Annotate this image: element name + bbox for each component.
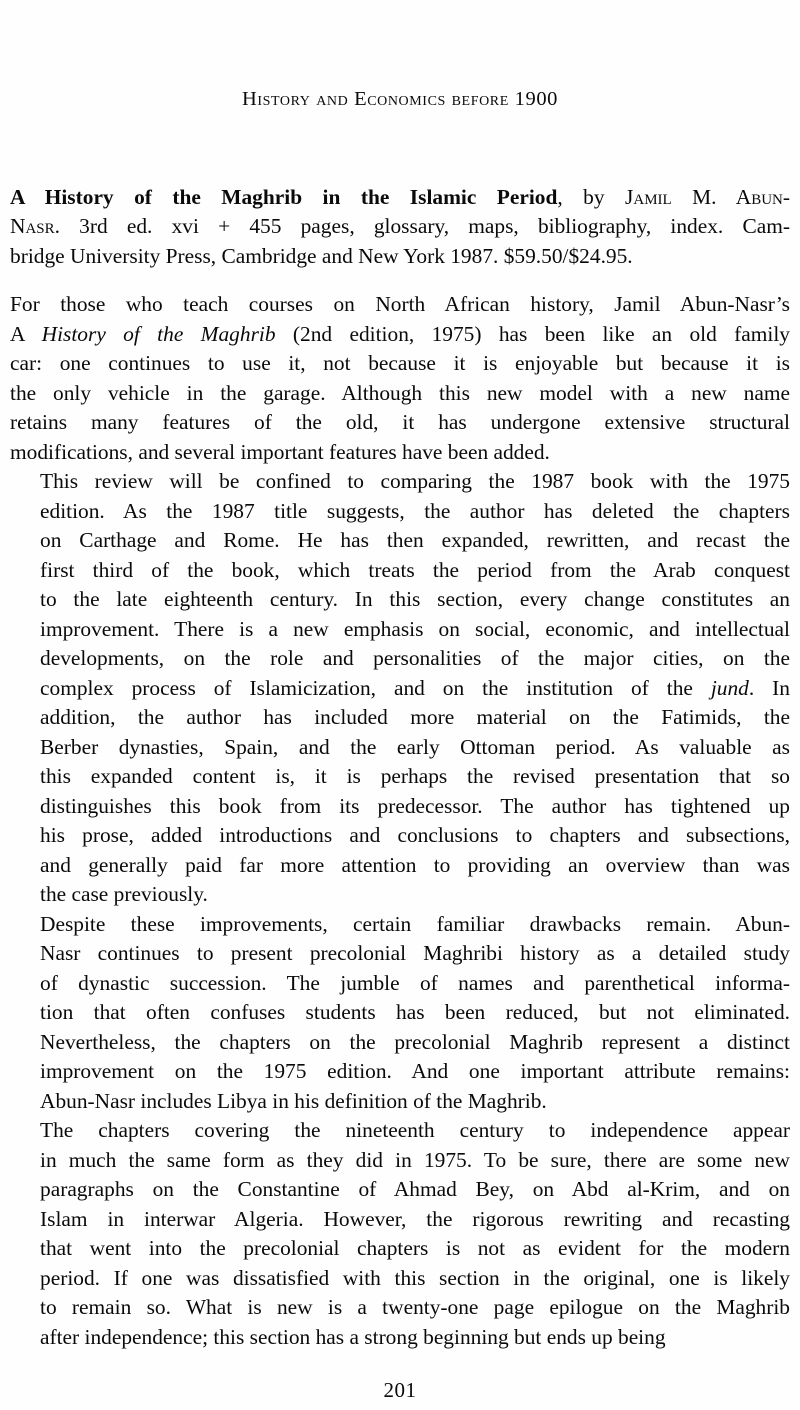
book-title: A History of the Maghrib in the Islamic Period [10,184,558,209]
text-line: on Carthage and Rome. He has then expanded, rewritten, and recast the [40,528,790,553]
text-line: complex process of Islamicization, and on the institution of the jund. In [40,675,790,700]
text-line: of dynastic succession. The jumble of names and parenthetical informa- [40,970,790,995]
imprint-line-1: . 3rd ed. xvi + 455 pages, glossary, maps, bibliography, index. Cam- [54,214,790,239]
text-line: Islam in interwar Algeria. However, the rigorous rewriting and recasting [40,1206,790,1231]
paragraph-p4 [10,1116,790,1352]
text-line: distinguishes this book from its predecessor. The author has tightened up [40,793,790,818]
italic-text: History of the Maghrib [41,321,276,346]
text-line: paragraphs on the Constantine of Ahmad Bey, on Abd al-Krim, and on [40,1177,790,1202]
text-line: Abun-Nasr includes Libya in his definition of the Maghrib. [40,1088,547,1113]
text-line: This review will be confined to comparing the 1987 book with the 1975 [40,469,790,494]
text-line: in much the same form as they did in 1975. To be sure, there are some new [40,1147,790,1172]
review-title-block [10,183,790,272]
text-line: that went into the precolonial chapters is not as evident for the modern [40,1236,790,1261]
text-line: The chapters covering the nineteenth century to independence appear [40,1118,790,1143]
imprint-line-2: bridge University Press, Cambridge and New York 1987. $59.50/$24.95. [10,243,633,268]
text-line: after independence; this section has a strong beginning but ends up being [40,1324,666,1349]
text-line: A History of the Maghrib (2nd edition, 1975) has been like an old family [10,321,791,346]
text-line: modifications, and several important features have been added. [10,439,550,464]
text-line: developments, on the role and personalities of the major cities, on the [40,646,790,671]
body-text [10,290,790,1352]
text-line: For those who teach courses on North African history, Jamil Abun-Nasr’s [10,292,790,317]
text-line: retains many features of the old, it has undergone extensive structural [10,410,790,435]
text-line: first third of the book, which treats the period from the Arab conquest [40,557,790,582]
text-line: Despite these improvements, certain familiar drawbacks remain. Abun- [40,911,790,936]
text-line: Nasr continues to present precolonial Maghribi history as a detailed study [40,941,790,966]
author-name: Jamil M. Abun- [625,184,791,209]
running-head: History and Economics before 1900 [241,88,559,110]
text-line: car: one continues to use it, not because it is enjoyable but because it is [10,351,790,376]
by-word: , by [557,184,626,209]
text-line: and generally paid far more attention to providing an overview than was [40,852,790,877]
text-line: to remain so. What is new is a twenty-one page epilogue on the Maghrib [40,1295,790,1320]
paragraph-p2 [10,467,790,910]
text-line: this expanded content is, it is perhaps the revised presentation that so [40,764,790,789]
text-line: improvement. There is a new emphasis on social, economic, and intellectual [40,616,790,641]
paragraph-p1 [10,290,790,467]
text-line: the only vehicle in the garage. Although this new model with a new name [10,380,790,405]
text-line: to the late eighteenth century. In this section, every change constitutes an [40,587,790,612]
review-title-line-1 [10,183,790,213]
text-line: Nevertheless, the chapters on the precolonial Maghrib represent a distinct [40,1029,790,1054]
review-title-line-2 [10,212,790,242]
text-line: addition, the author has included more material on the Fatimids, the [40,705,790,730]
page-number: 201 [383,1378,417,1402]
text-line: Berber dynasties, Spain, and the early Ottoman period. As valuable as [40,734,790,759]
page-content [10,0,790,1352]
italic-text: jund [710,675,749,700]
author-name-cont: Nasr [10,214,55,239]
paragraph-p3 [10,910,790,1117]
text-line: period. If one was dissatisfied with this section in the original, one is likely [40,1265,790,1290]
text-line: edition. As the 1987 title suggests, the author has deleted the chapters [40,498,790,523]
text-line: tion that often confuses students has been reduced, but not eliminated. [40,1000,790,1025]
text-line: his prose, added introductions and conclusions to chapters and subsections, [40,823,790,848]
text-line: the case previously. [40,882,208,907]
text-line: improvement on the 1975 edition. And one important attribute remains: [40,1059,790,1084]
